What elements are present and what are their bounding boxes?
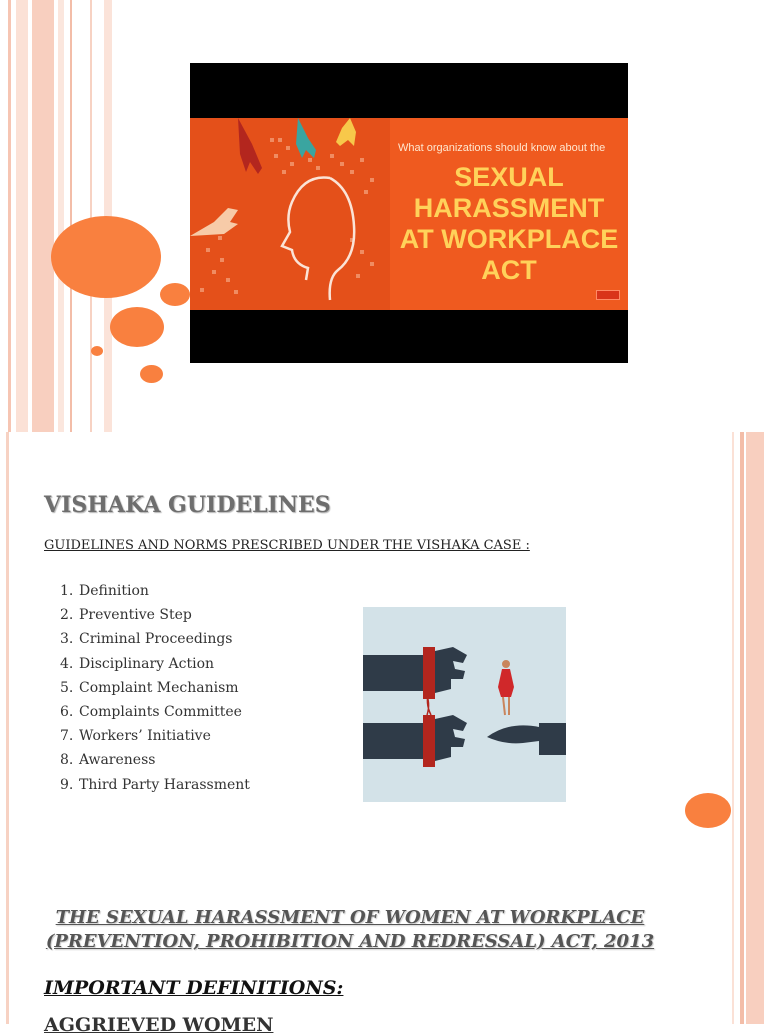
decorative-circle [140, 365, 163, 383]
slide-subheading: GUIDELINES AND NORMS PRESCRIBED UNDER THE VISHAKA CASE : [44, 538, 530, 553]
video-title-line: SEXUAL [454, 162, 564, 192]
list-item [60, 603, 250, 627]
slide-1 [0, 0, 768, 432]
list-number: 8. [60, 752, 74, 769]
video-title-line: AT WORKPLACE [399, 224, 619, 254]
list-number: 7. [60, 728, 74, 745]
list-item [60, 579, 250, 603]
list-number: 2. [60, 607, 74, 624]
list-item [60, 724, 250, 748]
video-thumbnail[interactable] [190, 63, 628, 363]
video-title-panel [390, 118, 628, 310]
slide-heading: VISHAKA GUIDELINES [44, 492, 331, 518]
video-subtitle: What organizations should know about the [398, 142, 606, 154]
video-title [390, 162, 628, 286]
illustration-hands-city [190, 118, 390, 310]
list-item [60, 627, 250, 651]
decorative-circle [160, 283, 190, 306]
decorative-stripe [740, 432, 744, 1024]
list-label: Preventive Step [79, 607, 192, 624]
list-number: 1. [60, 583, 74, 599]
decorative-stripe [32, 0, 54, 432]
video-title-line: ACT [481, 255, 537, 285]
video-title-line: HARASSMENT [413, 193, 605, 223]
channel-badge [596, 290, 620, 300]
definitions-heading: IMPORTANT DEFINITIONS: [44, 977, 344, 999]
decorative-circle [51, 216, 161, 298]
decorative-stripe [58, 0, 64, 432]
decorative-stripe [8, 0, 11, 432]
list-label: Awareness [79, 752, 156, 769]
decorative-stripe [746, 432, 764, 1024]
list-number: 4. [60, 655, 74, 672]
decorative-circle [110, 307, 164, 347]
list-label: Criminal Proceedings [79, 631, 233, 648]
list-label: Definition [79, 583, 149, 599]
section-heading: AGGRIEVED WOMEN [44, 1014, 274, 1036]
decorative-stripe [16, 0, 28, 432]
list-item [60, 773, 250, 797]
list-label: Complaint Mechanism [79, 679, 239, 696]
list-number: 5. [60, 679, 74, 696]
list-number: 9. [60, 776, 74, 793]
video-banner [190, 118, 628, 310]
act-title-line: (PREVENTION, PROHIBITION AND REDRESSAL) ACT, 2013 [45, 931, 655, 952]
decorative-circle [685, 793, 731, 828]
list-label: Complaints Committee [79, 703, 242, 720]
act-title [0, 906, 700, 954]
decorative-stripe [90, 0, 92, 432]
list-item [60, 700, 250, 724]
list-label: Disciplinary Action [79, 655, 215, 672]
list-label: Third Party Harassment [79, 776, 250, 793]
list-item [60, 748, 250, 772]
list-item [60, 676, 250, 700]
list-number: 6. [60, 703, 74, 720]
guidelines-list [60, 579, 250, 797]
slide-2 [0, 432, 768, 1036]
decorative-stripe [70, 0, 72, 432]
list-item [60, 652, 250, 676]
list-number: 3. [60, 631, 74, 648]
illustration-hands-woman [363, 607, 566, 802]
act-title-line: THE SEXUAL HARASSMENT OF WOMEN AT WORKPLACE [55, 907, 645, 928]
decorative-circle [91, 346, 103, 356]
list-label: Workers’ Initiative [79, 728, 211, 745]
decorative-stripe [732, 432, 734, 1024]
